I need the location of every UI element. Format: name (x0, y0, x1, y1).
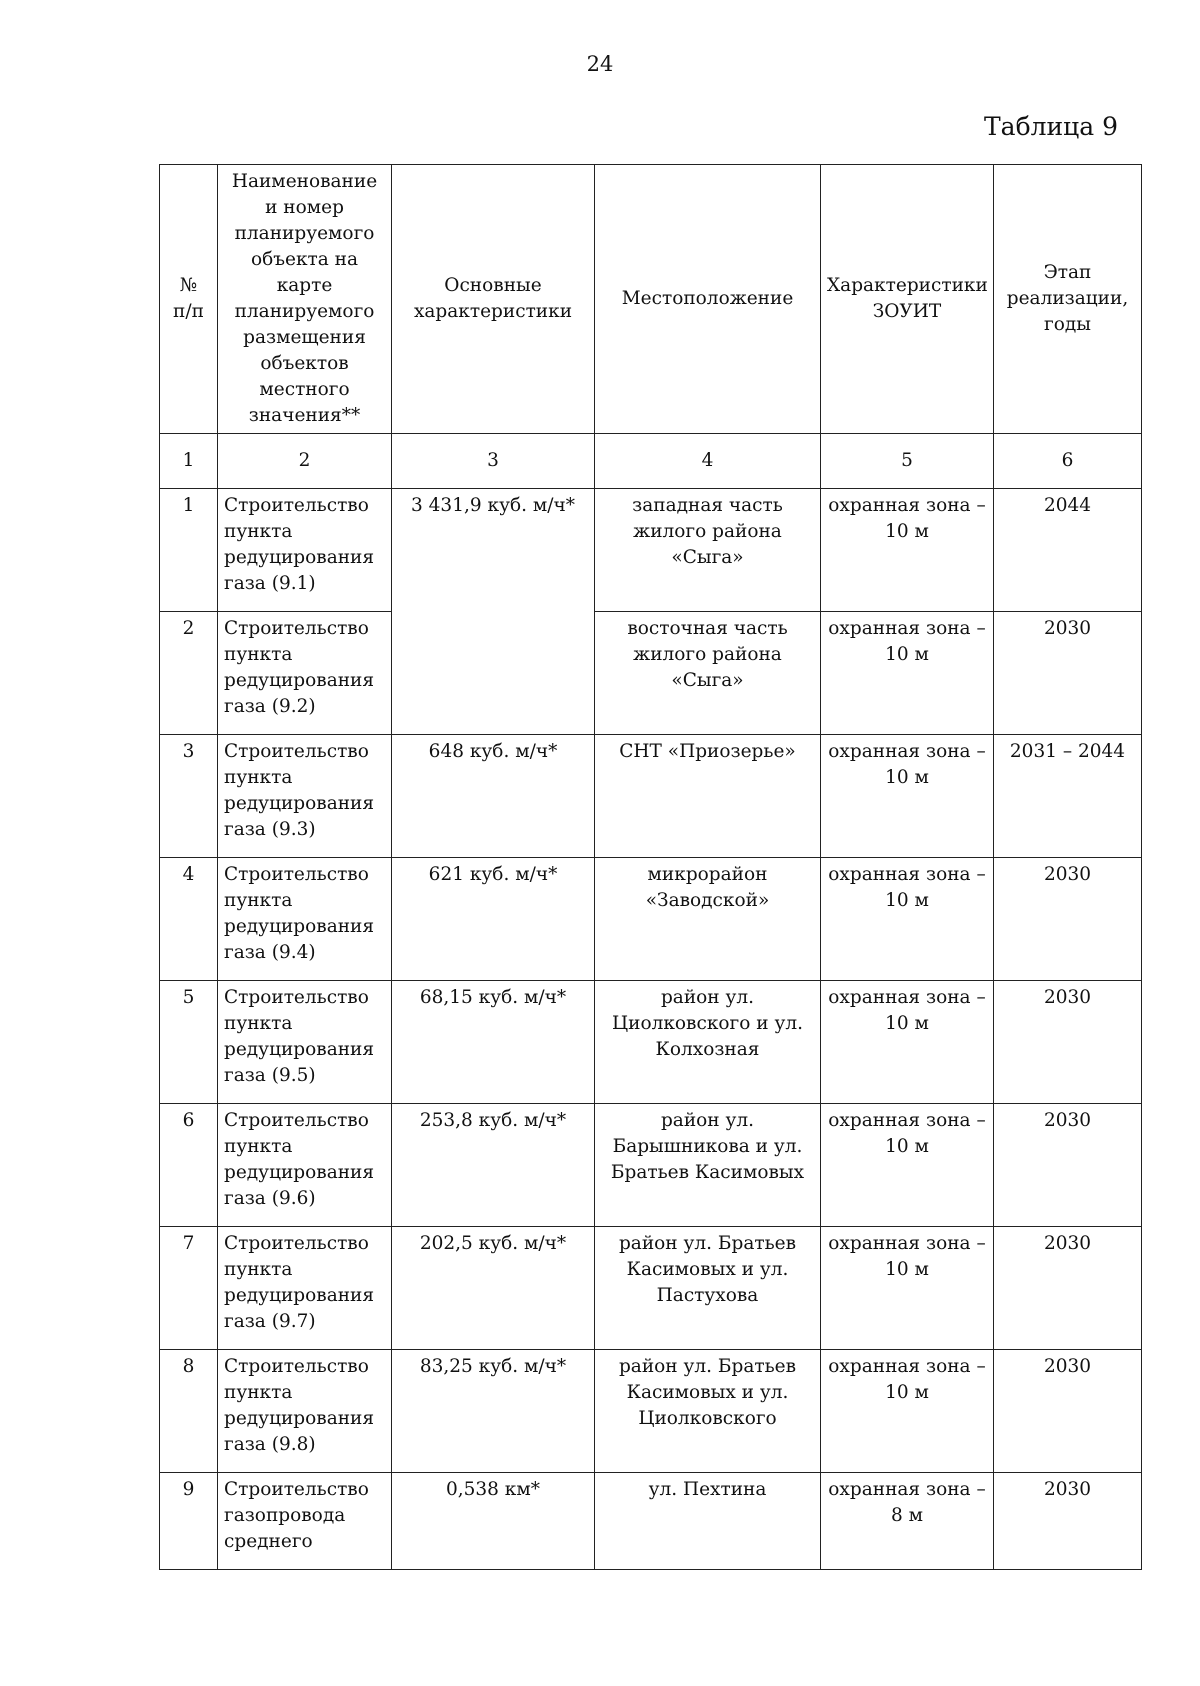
row-num: 7 (160, 1227, 218, 1350)
row-zouit: охранная зона – 10 м (821, 858, 994, 981)
table-row (160, 735, 1142, 858)
column-number: 5 (821, 434, 994, 489)
row-name: Строительство пункта редуцирования газа (9.8) (218, 1350, 392, 1473)
row-num: 4 (160, 858, 218, 981)
table-title: Таблица 9 (983, 112, 1118, 141)
header-name: Наименование и номер планируемого объекта на карте планируемого размещения объектов местного значения** (218, 165, 392, 434)
row-location: микрорайон «Заводской» (595, 858, 821, 981)
header-characteristics: Основные характеристики (392, 165, 595, 434)
row-characteristics: 0,538 км* (392, 1473, 595, 1570)
row-num: 5 (160, 981, 218, 1104)
row-location: западная часть жилого района «Сыга» (595, 489, 821, 612)
table-row (160, 1350, 1142, 1473)
row-num: 2 (160, 612, 218, 735)
row-name: Строительство пункта редуцирования газа (9.6) (218, 1104, 392, 1227)
column-number: 4 (595, 434, 821, 489)
data-table (159, 164, 1142, 1570)
row-num: 6 (160, 1104, 218, 1227)
page-number: 24 (586, 52, 614, 76)
row-stage: 2030 (994, 612, 1142, 735)
row-location: район ул. Барышникова и ул. Братьев Касимовых (595, 1104, 821, 1227)
row-zouit: охранная зона – 10 м (821, 1227, 994, 1350)
header-zouit: Характеристики ЗОУИТ (821, 165, 994, 434)
row-num: 3 (160, 735, 218, 858)
row-zouit: охранная зона – 10 м (821, 489, 994, 612)
row-num: 8 (160, 1350, 218, 1473)
table-row (160, 981, 1142, 1104)
column-number: 1 (160, 434, 218, 489)
row-stage: 2030 (994, 1104, 1142, 1227)
row-location: район ул. Братьев Касимовых и ул. Циолковского (595, 1350, 821, 1473)
row-location: район ул. Циолковского и ул. Колхозная (595, 981, 821, 1104)
table-row (160, 1227, 1142, 1350)
row-characteristics: 83,25 куб. м/ч* (392, 1350, 595, 1473)
row-stage: 2044 (994, 489, 1142, 612)
row-zouit: охранная зона – 10 м (821, 612, 994, 735)
row-stage: 2030 (994, 1227, 1142, 1350)
row-characteristics: 68,15 куб. м/ч* (392, 981, 595, 1104)
row-stage: 2030 (994, 1473, 1142, 1570)
row-num: 9 (160, 1473, 218, 1570)
row-name: Строительство пункта редуцирования газа (9.4) (218, 858, 392, 981)
row-characteristics: 648 куб. м/ч* (392, 735, 595, 858)
row-zouit: охранная зона – 10 м (821, 981, 994, 1104)
row-location: восточная часть жилого района «Сыга» (595, 612, 821, 735)
table-row (160, 1104, 1142, 1227)
row-name: Строительство пункта редуцирования газа (9.3) (218, 735, 392, 858)
row-zouit: охранная зона – 8 м (821, 1473, 994, 1570)
row-characteristics: 3 431,9 куб. м/ч* (392, 489, 595, 735)
row-name: Строительство газопровода среднего (218, 1473, 392, 1570)
row-name: Строительство пункта редуцирования газа (9.5) (218, 981, 392, 1104)
header-stage: Этап реализации, годы (994, 165, 1142, 434)
row-stage: 2031 – 2044 (994, 735, 1142, 858)
column-number: 6 (994, 434, 1142, 489)
table-row (160, 612, 1142, 735)
table-row (160, 1473, 1142, 1570)
row-name: Строительство пункта редуцирования газа (9.7) (218, 1227, 392, 1350)
row-name: Строительство пункта редуцирования газа (9.1) (218, 489, 392, 612)
row-stage: 2030 (994, 981, 1142, 1104)
row-stage: 2030 (994, 858, 1142, 981)
row-location: ул. Пехтина (595, 1473, 821, 1570)
column-number: 2 (218, 434, 392, 489)
header-location: Местоположение (595, 165, 821, 434)
row-location: СНТ «Приозерье» (595, 735, 821, 858)
row-stage: 2030 (994, 1350, 1142, 1473)
row-name: Строительство пункта редуцирования газа (9.2) (218, 612, 392, 735)
table-row (160, 489, 1142, 612)
row-location: район ул. Братьев Касимовых и ул. Пастухова (595, 1227, 821, 1350)
row-zouit: охранная зона – 10 м (821, 1104, 994, 1227)
row-zouit: охранная зона – 10 м (821, 1350, 994, 1473)
header-num: № п/п (160, 165, 218, 434)
row-characteristics: 253,8 куб. м/ч* (392, 1104, 595, 1227)
row-zouit: охранная зона – 10 м (821, 735, 994, 858)
row-characteristics: 202,5 куб. м/ч* (392, 1227, 595, 1350)
row-num: 1 (160, 489, 218, 612)
column-number: 3 (392, 434, 595, 489)
table-header-row (160, 165, 1142, 434)
column-number-row (160, 434, 1142, 489)
row-characteristics: 621 куб. м/ч* (392, 858, 595, 981)
table-row (160, 858, 1142, 981)
